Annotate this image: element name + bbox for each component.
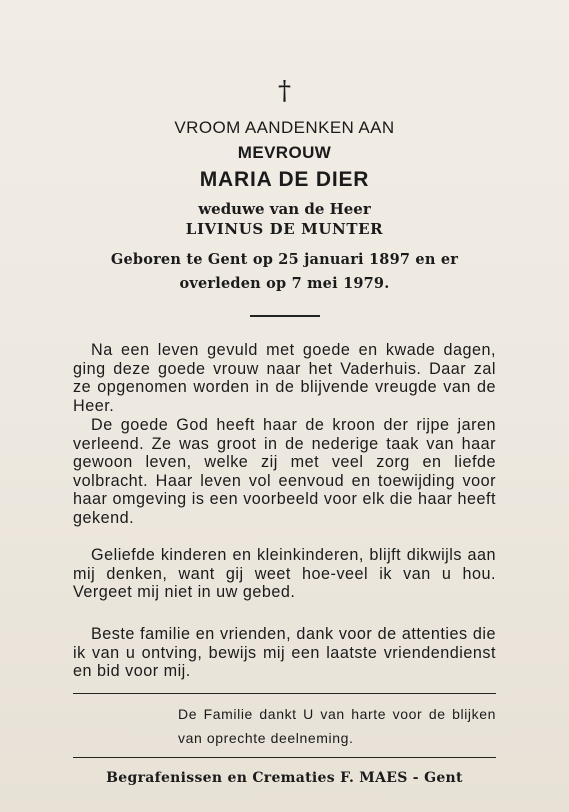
paragraph-2: De goede God heeft haar de kroon der rijpe jaren verleend. Ze was groot in de nederige taak van haar gewoon leven, welke zij met veel zorg en liefde volbracht. Haar leven vol eenvoud en toewijding voor haar omgeving is een voorbeeld voor elk die haar heeft gekend. (73, 416, 496, 527)
memory-line: VROOM AANDENKEN AAN (174, 118, 395, 137)
divider-top (73, 693, 496, 694)
divider-short (250, 315, 320, 317)
paragraph-1: Na een leven gevuld met goede en kwade dagen, ging deze goede vrouw naar het Vaderhuis. Daar zal ze opgenomen worden in de blijvende vreugde van de Heer. (73, 341, 496, 415)
birth-line: Geboren te Gent op 25 januari 1897 en er (110, 251, 459, 268)
family-thanks: De Familie dankt U van harte voor de blijken van oprechte deelneming. (178, 706, 496, 746)
paragraph-3: Geliefde kinderen en kleinkinderen, blijft dikwijls aan mij denken, want gij weet hoe-veel ik van u hou. Vergeet mij niet in uw gebed. (73, 546, 496, 601)
funeral-home-footer: Begrafenissen en Crematies F. MAES - Gent (106, 770, 463, 786)
cross-icon: † (278, 76, 291, 106)
widow-line: weduwe van de Heer (198, 200, 371, 218)
husband-name: LIVINUS DE MUNTER (185, 220, 384, 238)
deceased-name: MARIA DE DIER (199, 168, 370, 191)
death-line: overleden op 7 mei 1979. (179, 275, 390, 292)
paragraph-4: Beste familie en vrienden, dank voor de attenties die ik van u ontving, bewijs mij een laatste vriendendienst en bid voor mij. (73, 625, 496, 680)
divider-bottom (73, 757, 496, 758)
title-line: MEVROUW (237, 143, 332, 162)
